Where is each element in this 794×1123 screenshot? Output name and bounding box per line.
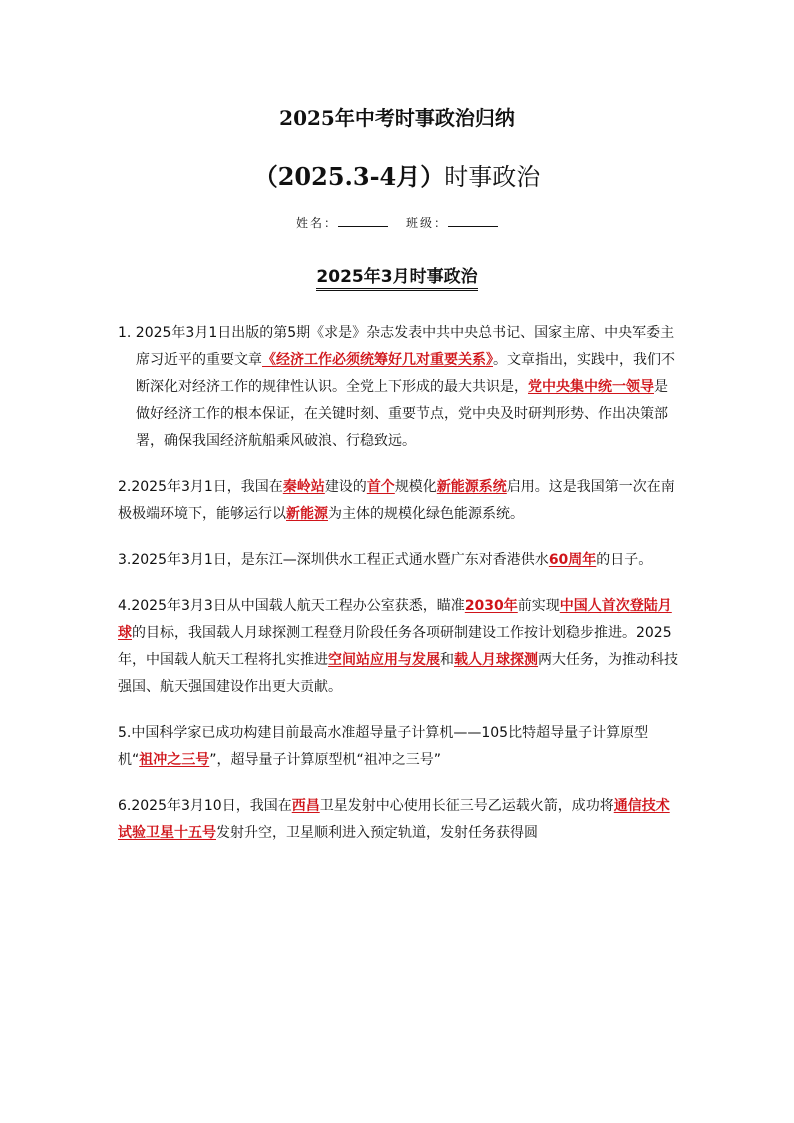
class-label: 班级： (406, 216, 449, 230)
item-text: 的目标，我国载人月球探测工程登月阶段任务各项研制建设工作按计划稳步推进。2025年，中国载人航天工程将扎实推进 (118, 625, 672, 668)
news-item-6 (118, 793, 678, 847)
highlight-keyword: 西昌 (291, 798, 320, 814)
news-item-5 (118, 720, 678, 774)
item-text: 是做好经济工作的根本保证，在关键时刻、重要节点，党中央及时研判形势、作出决策部署，确保我国经济航船乘风破浪、行稳致远。 (136, 379, 668, 449)
news-item-4 (118, 593, 678, 701)
item-text: 卫星发射中心使用长征三号乙运载火箭，成功将 (319, 798, 614, 814)
document-title: 2025年中考时事政治归纳 (279, 106, 515, 130)
highlight-keyword: 空间站应用与发展 (328, 652, 440, 668)
student-info-line (0, 214, 794, 231)
item-text: ”，超导量子计算原型机“祖冲之三号” (209, 752, 442, 768)
item-text: 6.2025年3月10日，我国在 (118, 798, 292, 814)
item-text: 两大任务，为推动科技强国、航天强国建设作出更大贡献。 (118, 652, 678, 695)
item-text: 和 (440, 652, 454, 668)
item-text: 的日子。 (596, 552, 653, 568)
item-text: 为主体的规模化绿色能源系统。 (328, 506, 524, 522)
highlight-keyword: 《经济工作必须统筹好几对重要关系》 (262, 352, 493, 368)
subtitle-date-range: （2025.3-4月） (253, 162, 445, 191)
item-text: 规模化 (394, 479, 437, 495)
highlight-keyword: 祖冲之三号 (139, 752, 210, 768)
item-text: 发射升空，卫星顺利进入预定轨道，发射任务获得圆 (216, 825, 538, 841)
item-text: 1. 2025年3月1日出版的第5期《求是》杂志发表中共中央总书记、国家主席、中央军委主席习近平的重要文章 (118, 325, 675, 368)
highlight-keyword: 新能源 (286, 506, 328, 522)
subtitle-text: 时事政治 (444, 163, 541, 191)
highlight-keyword: 通信技术试验卫星十五号 (118, 798, 670, 841)
highlight-keyword: 首个 (366, 479, 395, 495)
news-list (118, 320, 678, 866)
document-subtitle (0, 157, 794, 192)
highlight-keyword: 60周年 (548, 552, 597, 568)
item-text: 4.2025年3月3日从中国载人航天工程办公室获悉，瞄准 (118, 598, 465, 614)
highlight-keyword: 2030年 (464, 598, 518, 614)
section-title: 2025年3月时事政治 (316, 267, 477, 291)
item-text: 启用。这是我国第一次在南极极端环境下，能够运行以 (118, 479, 675, 522)
item-text: 5.中国科学家已成功构建目前最高水准超导量子计算机——105比特超导量子计算原型机“ (118, 725, 649, 768)
item-text: 前实现 (517, 598, 560, 614)
highlight-keyword: 党中央集中统一领导 (528, 379, 654, 395)
highlight-keyword: 秦岭站 (282, 479, 325, 495)
item-text: 。文章指出，实践中，我们不断深化对经济工作的规律性认识。全党上下形成的最大共识是， (136, 352, 675, 395)
item-text: 3.2025年3月1日，是东江—深圳供水工程正式通水暨广东对香港供水 (118, 552, 549, 568)
class-blank (448, 214, 498, 227)
item-text: 2.2025年3月1日，我国在 (118, 479, 283, 495)
news-item-3 (118, 547, 678, 574)
highlight-keyword: 中国人首次登陆月球 (118, 598, 672, 641)
highlight-keyword: 载人月球探测 (454, 652, 538, 668)
news-item-1 (118, 320, 678, 455)
highlight-keyword: 新能源系统 (436, 479, 507, 495)
name-blank (338, 214, 388, 227)
item-text: 建设的 (324, 479, 367, 495)
name-label: 姓名： (295, 216, 338, 230)
news-item-2 (118, 474, 678, 528)
section-heading (0, 262, 794, 287)
